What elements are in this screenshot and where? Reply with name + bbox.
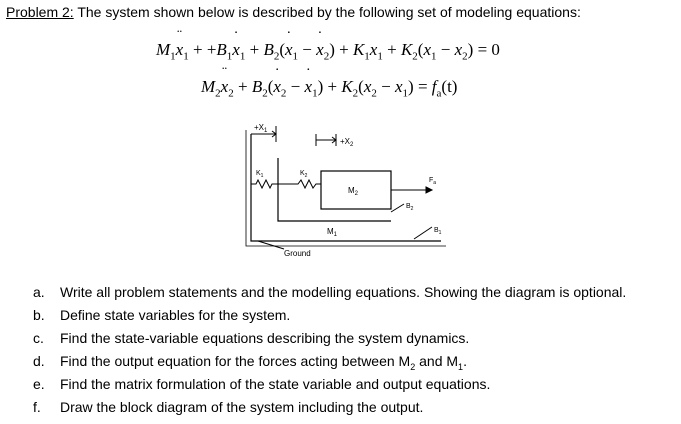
list-item	[33, 399, 626, 422]
list-item	[33, 376, 626, 399]
equation-2: $M_2¨$ $x_2$ + $B_2(˙$ $x_2$ − ˙ $x_1) + K_2(x_2 - x_1) = f_a(t)$	[201, 77, 457, 99]
m1-label: $M_1$	[327, 227, 338, 238]
fa-arrow-icon	[391, 187, 432, 193]
list-item	[33, 353, 626, 376]
fa-label: $F_a$	[429, 177, 437, 186]
task-d-label: d.	[33, 353, 45, 369]
task-b-label: b.	[33, 307, 45, 323]
task-c-label: c.	[33, 330, 44, 346]
ground-wall	[246, 130, 446, 246]
k1-label: $K_1$	[256, 170, 264, 179]
x1-label: $+X_1$	[254, 123, 268, 134]
mass-2-box	[321, 171, 391, 209]
k2-label: $K_2$	[300, 170, 308, 179]
task-list	[33, 284, 626, 422]
spring-k1-icon	[251, 180, 278, 188]
problem-heading	[6, 4, 581, 20]
damper-b2-icon	[391, 204, 404, 212]
task-c-text: Find the state-variable equations describing the system dynamics.	[60, 330, 470, 346]
list-item	[33, 307, 626, 330]
x2-label: $+X_2$	[340, 137, 354, 148]
ground-pointer-icon	[258, 241, 284, 249]
mass-1-body	[278, 158, 391, 221]
list-item	[33, 330, 626, 353]
equation-2-rhs-fn: f	[431, 77, 437, 96]
equation-1: $M_1¨$ $x_1$ + $+B_1˙$ $x_1$ + $B_2(˙$ $x_1$ − ˙ $x_2) + K_1x_1 + K_2(x_1 - x_2) = 0$	[156, 40, 500, 62]
task-a-label: a.	[33, 284, 45, 300]
problem-label: Problem 2:	[6, 4, 74, 20]
b2-label: $B_2$	[406, 203, 414, 212]
x2-arrow-icon	[316, 134, 336, 146]
equation-2-rhs-arg: (t)	[441, 77, 458, 96]
task-e-label: e.	[33, 376, 45, 392]
task-b-text: Define state variables for the system.	[60, 307, 291, 323]
mechanical-system-diagram	[236, 116, 466, 266]
equation-2-rhs-sub: a	[436, 87, 442, 100]
equation-1-rhs: 0	[491, 40, 500, 59]
ground-label: Ground	[284, 249, 311, 258]
problem-statement: The system shown below is described by the following set of modeling equations:	[73, 4, 581, 20]
damper-b1-icon	[414, 227, 432, 239]
task-e-text: Find the matrix formulation of the state variable and output equations.	[60, 376, 491, 392]
b1-label: $B_1$	[434, 227, 442, 236]
task-d-text: Find the output equation for the forces acting between $M_2$ and $M_1$.	[60, 353, 467, 372]
m2-label: $M_2$	[348, 186, 359, 197]
task-f-label: f.	[33, 399, 41, 415]
list-item	[33, 284, 626, 307]
spring-k2-icon	[278, 180, 321, 188]
task-f-text: Draw the block diagram of the system including the output.	[60, 399, 424, 415]
task-a-text: Write all problem statements and the modelling equations. Showing the diagram is optional.	[60, 284, 627, 300]
